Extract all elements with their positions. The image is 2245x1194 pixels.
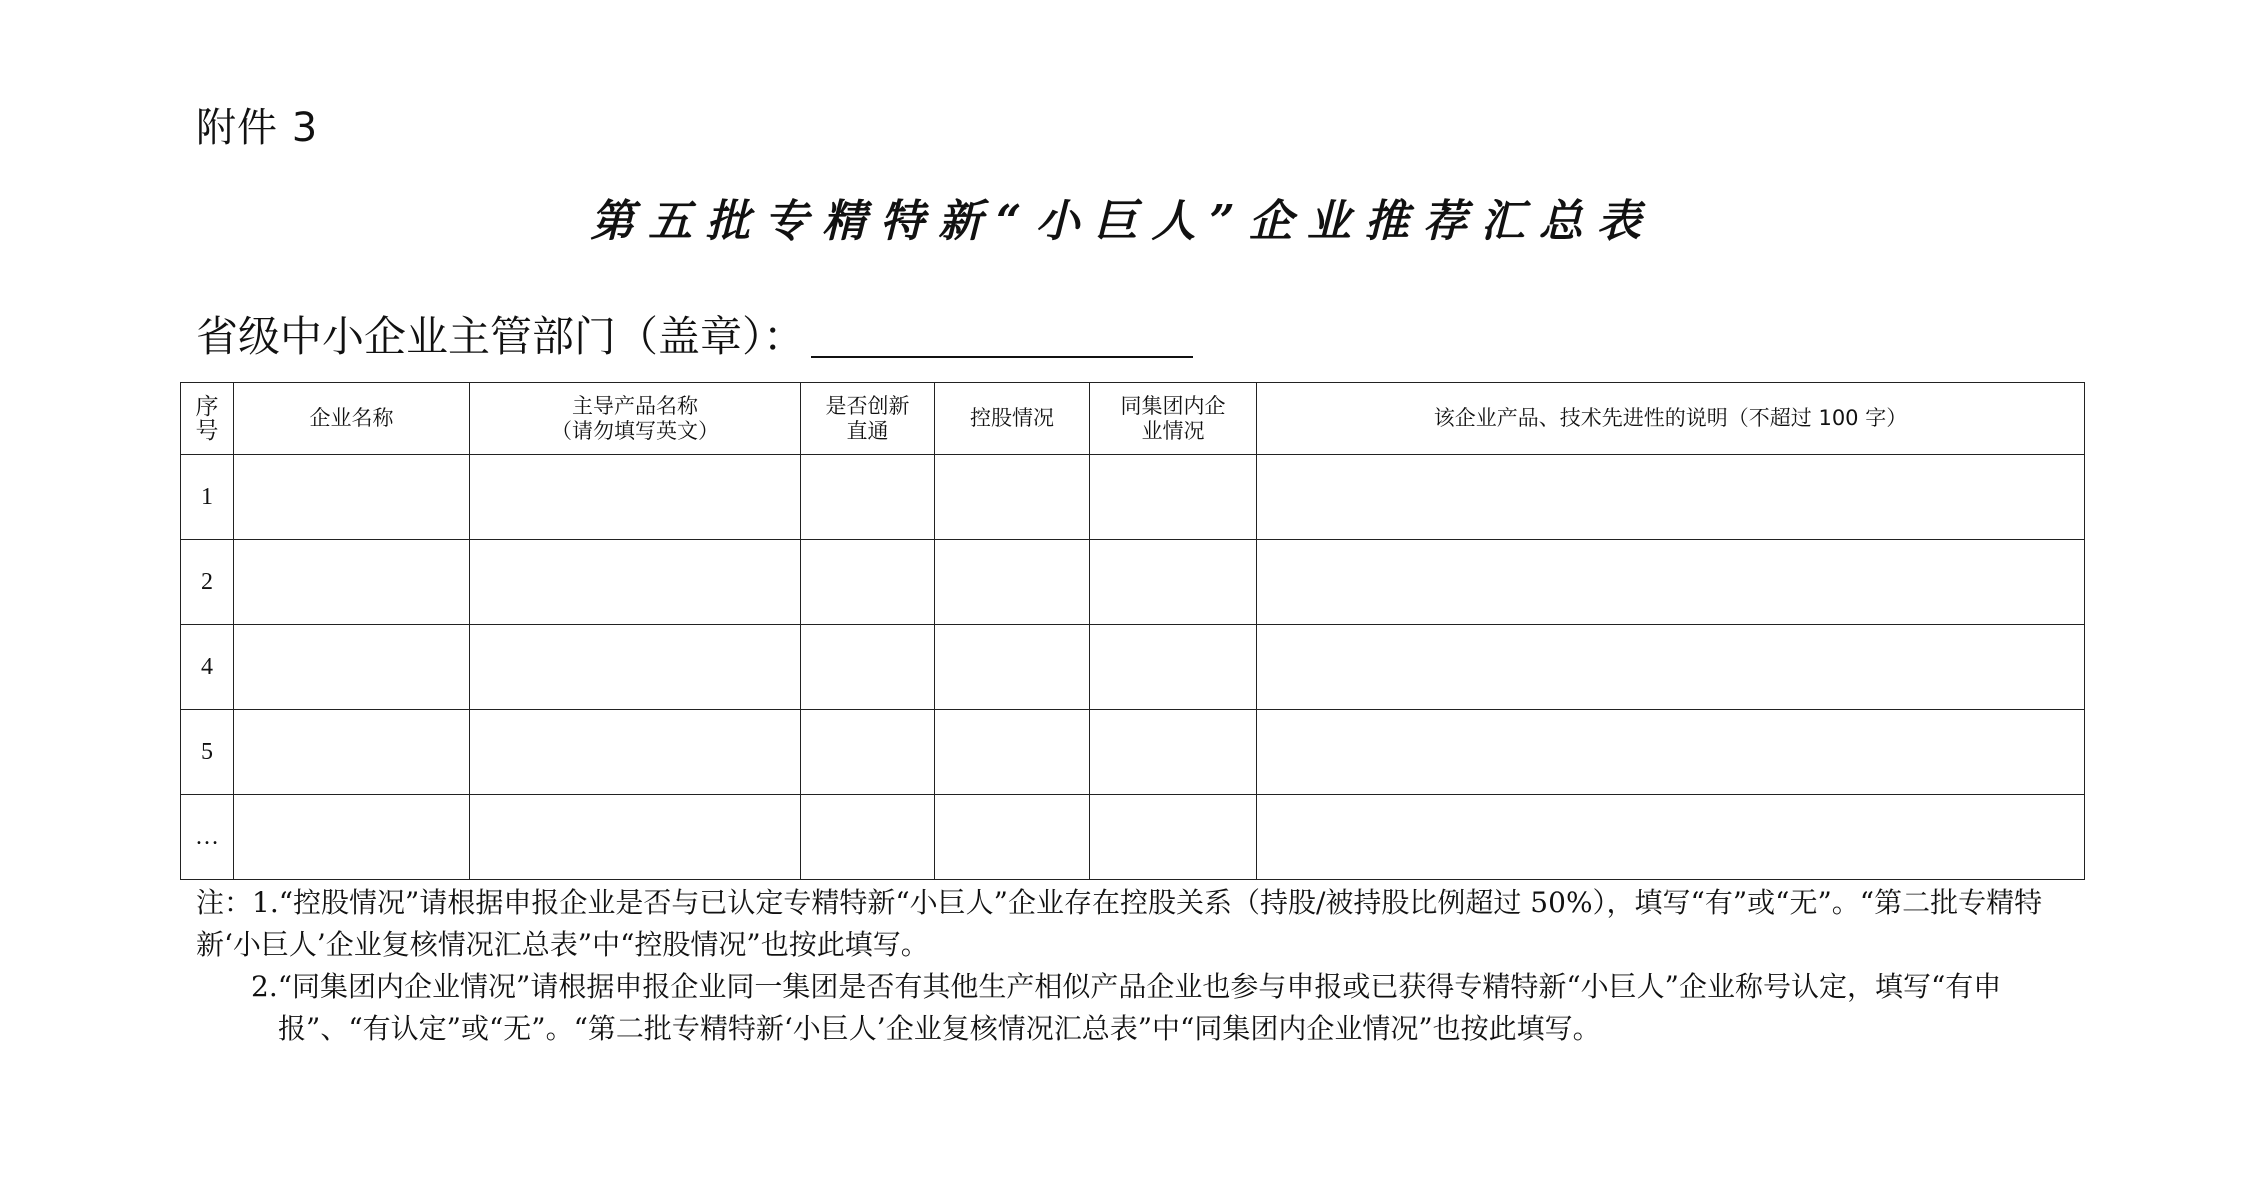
cell-innovation-direct[interactable] xyxy=(801,455,935,540)
department-label: 省级中小企业主管部门（盖章）： xyxy=(196,312,806,361)
row-serial: 1 xyxy=(181,455,234,540)
col-header-innovation-direct xyxy=(801,383,935,455)
cell-main-product[interactable] xyxy=(470,710,801,795)
attachment-label: 附件 3 xyxy=(196,105,319,151)
table-row xyxy=(181,795,2085,880)
cell-holding-status[interactable] xyxy=(935,540,1090,625)
cell-advancement-description[interactable] xyxy=(1257,710,2085,795)
cell-company-name[interactable] xyxy=(234,540,470,625)
col-header-holding-status xyxy=(935,383,1090,455)
cell-innovation-direct[interactable] xyxy=(801,625,935,710)
cell-group-companies[interactable] xyxy=(1090,625,1257,710)
cell-innovation-direct[interactable] xyxy=(801,540,935,625)
cell-company-name[interactable] xyxy=(234,710,470,795)
cell-company-name[interactable] xyxy=(234,625,470,710)
cell-company-name[interactable] xyxy=(234,795,470,880)
notes-section xyxy=(196,882,2096,1050)
department-seal-line xyxy=(196,312,1193,361)
cell-company-name[interactable] xyxy=(234,455,470,540)
cell-group-companies[interactable] xyxy=(1090,455,1257,540)
col-header-main-product xyxy=(470,383,801,455)
header-line: 该企业产品、技术先进性的说明（不超过 100 字） xyxy=(1433,406,1908,430)
cell-group-companies[interactable] xyxy=(1090,795,1257,880)
cell-main-product[interactable] xyxy=(470,795,801,880)
header-line: （请勿填写英文） xyxy=(551,418,719,443)
cell-advancement-description[interactable] xyxy=(1257,540,2085,625)
cell-group-companies[interactable] xyxy=(1090,710,1257,795)
cell-group-companies[interactable] xyxy=(1090,540,1257,625)
cell-innovation-direct[interactable] xyxy=(801,710,935,795)
cell-main-product[interactable] xyxy=(470,455,801,540)
header-line: 企业名称 xyxy=(309,406,394,430)
header-line: 同集团内企 xyxy=(1120,393,1226,418)
seal-blank-line xyxy=(811,316,1193,358)
cell-main-product[interactable] xyxy=(470,625,801,710)
page-title: 第五批专精特新“小巨人”企业推荐汇总表 xyxy=(590,196,1655,247)
header-line: 直通 xyxy=(846,418,889,443)
cell-holding-status[interactable] xyxy=(935,795,1090,880)
recommendation-table xyxy=(180,382,2085,880)
table-row xyxy=(181,540,2085,625)
header-line: 业情况 xyxy=(1141,418,1205,443)
col-header-advancement-description xyxy=(1257,383,2085,455)
row-serial: 5 xyxy=(181,710,234,795)
note-holding-status: 注：1.“控股情况”请根据申报企业是否与已认定专精特新“小巨人”企业存在控股关系（持股/被持股比例超过 50%），填写“有”或“无”。“第二批专精特新‘小巨人’企业复核情况汇总表”中“控股情况”也按此填写。 xyxy=(196,886,2043,961)
cell-advancement-description[interactable] xyxy=(1257,795,2085,880)
table-row xyxy=(181,455,2085,540)
cell-holding-status[interactable] xyxy=(935,455,1090,540)
header-line: 控股情况 xyxy=(970,406,1054,430)
cell-innovation-direct[interactable] xyxy=(801,795,935,880)
header-line: 主导产品名称 xyxy=(572,393,698,418)
col-header-group-companies xyxy=(1090,383,1257,455)
row-serial: 2 xyxy=(181,540,234,625)
header-line: 是否创新 xyxy=(825,393,910,418)
cell-advancement-description[interactable] xyxy=(1257,625,2085,710)
cell-main-product[interactable] xyxy=(470,540,801,625)
cell-holding-status[interactable] xyxy=(935,710,1090,795)
row-serial: 4 xyxy=(181,625,234,710)
table-header-row xyxy=(181,383,2085,455)
table-row xyxy=(181,710,2085,795)
row-serial: … xyxy=(181,795,234,880)
table-row xyxy=(181,625,2085,710)
col-header-company-name xyxy=(234,383,470,455)
note-group-companies: 2.“同集团内企业情况”请根据申报企业同一集团是否有其他生产相似产品企业也参与申报或已获得专精特新“小巨人”企业称号认定，填写“有申报”、“有认定”或“无”。“第二批专精特新‘小巨人’企业复核情况汇总表”中“同集团内企业情况”也按此填写。 xyxy=(251,970,2002,1045)
cell-advancement-description[interactable] xyxy=(1257,455,2085,540)
header-line: 序 xyxy=(195,393,219,420)
col-header-serial xyxy=(181,383,234,455)
cell-holding-status[interactable] xyxy=(935,625,1090,710)
header-line: 号 xyxy=(195,417,219,444)
